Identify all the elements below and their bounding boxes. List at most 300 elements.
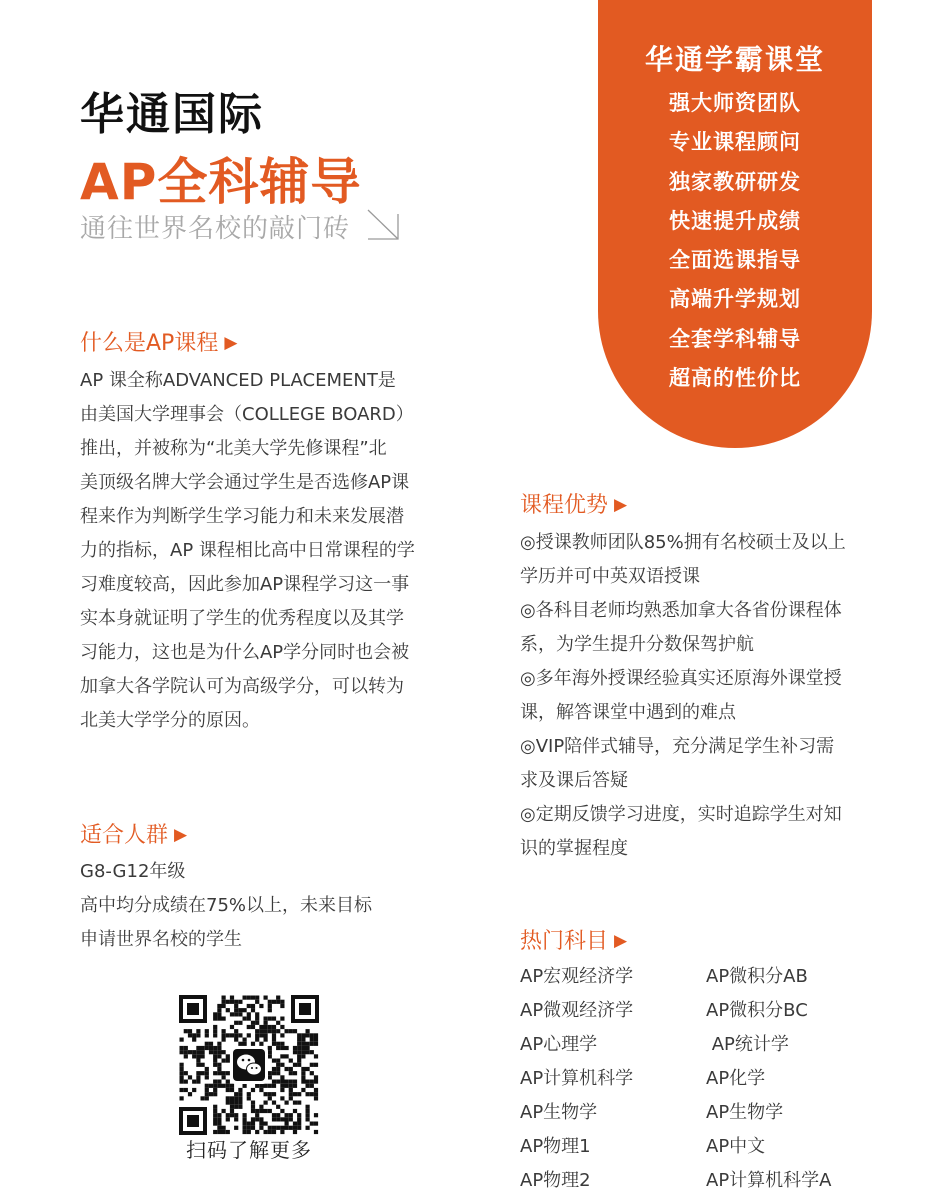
subjects-grid xyxy=(520,960,880,1198)
qr-module xyxy=(289,1113,293,1117)
qr-module xyxy=(238,1008,242,1012)
qr-module xyxy=(285,1126,289,1130)
qr-module xyxy=(222,1059,226,1063)
qr-module xyxy=(297,1054,301,1058)
qr-module xyxy=(217,1126,221,1130)
qr-module xyxy=(230,1105,234,1109)
qr-module xyxy=(213,1122,217,1126)
qr-module xyxy=(293,1122,297,1126)
qr-module xyxy=(205,1088,209,1092)
qr-module xyxy=(264,1025,268,1029)
qr-module xyxy=(297,1122,301,1126)
qr-module xyxy=(264,1084,268,1088)
qr-module xyxy=(280,1126,284,1130)
qr-module xyxy=(255,1017,259,1021)
qr-module xyxy=(230,1000,234,1004)
list-item: ◎VIP陪伴式辅导，充分满足学生补习需 xyxy=(520,736,835,757)
qr-module xyxy=(314,1122,318,1126)
qr-module xyxy=(247,1017,251,1021)
qr-module xyxy=(285,1101,289,1105)
qr-module xyxy=(255,1021,259,1025)
qr-module xyxy=(276,1063,280,1067)
qr-module xyxy=(184,1071,188,1075)
qr-module xyxy=(243,1008,247,1012)
qr-module xyxy=(301,1054,305,1058)
triangle-right-icon: ▶ xyxy=(614,495,628,515)
qr-module xyxy=(255,1109,259,1113)
qr-module xyxy=(259,1088,263,1092)
qr-module xyxy=(251,1021,255,1025)
qr-module xyxy=(213,1017,217,1021)
qr-module xyxy=(243,1117,247,1121)
qr-module xyxy=(306,1092,310,1096)
qr-module xyxy=(222,1017,226,1021)
list-item: 课，解答课堂中遇到的难点 xyxy=(520,702,736,723)
qr-module xyxy=(238,1012,242,1016)
qr-module xyxy=(301,1071,305,1075)
list-item: 学历并可中英双语授课 xyxy=(520,566,700,587)
qr-module xyxy=(310,1033,314,1037)
qr-module xyxy=(276,1059,280,1063)
qr-module xyxy=(289,1029,293,1033)
qr-module xyxy=(209,1046,213,1050)
qr-module xyxy=(293,1046,297,1050)
qr-module xyxy=(306,1050,310,1054)
qr-module xyxy=(297,1101,301,1105)
qr-module xyxy=(180,1067,184,1071)
qr-module xyxy=(238,1101,242,1105)
qr-module xyxy=(272,1017,276,1021)
qr-module xyxy=(310,1092,314,1096)
qr-module xyxy=(301,1075,305,1079)
qr-module xyxy=(251,1126,255,1130)
qr-module xyxy=(268,1092,272,1096)
qr-module xyxy=(285,1054,289,1058)
qr-module xyxy=(268,1075,272,1079)
qr-module xyxy=(238,1105,242,1109)
qr-module xyxy=(276,1000,280,1004)
qr-module xyxy=(222,1004,226,1008)
qr-module xyxy=(226,1000,230,1004)
qr-module xyxy=(314,1063,318,1067)
qr-module xyxy=(276,1117,280,1121)
wechat-icon xyxy=(230,1046,268,1084)
qr-module xyxy=(222,1000,226,1004)
qr-module xyxy=(201,1063,205,1067)
qr-module xyxy=(268,1054,272,1058)
qr-module xyxy=(259,1042,263,1046)
headline: AP全科辅导 xyxy=(80,153,362,211)
body-line: G8-G12年级 xyxy=(80,861,186,882)
list-item: ◎多年海外授课经验真实还原海外课堂授 xyxy=(520,668,842,689)
qr-module xyxy=(222,1109,226,1113)
qr-module xyxy=(184,1088,188,1092)
qr-module xyxy=(247,1004,251,1008)
brand-title: 华通国际 xyxy=(80,89,264,140)
qr-module xyxy=(306,1033,310,1037)
body-line: 由美国大学理事会（COLLEGE BOARD） xyxy=(80,404,414,425)
badge-item: 超高的性价比 xyxy=(669,366,801,391)
qr-module xyxy=(272,1000,276,1004)
qr-module xyxy=(268,1008,272,1012)
qr-module xyxy=(226,1033,230,1037)
qr-module xyxy=(293,1029,297,1033)
qr-module xyxy=(226,1084,230,1088)
qr-module xyxy=(222,1050,226,1054)
qr-module xyxy=(306,1126,310,1130)
qr-module xyxy=(180,1096,184,1100)
qr-module xyxy=(234,1004,238,1008)
body-line: AP 课全称ADVANCED PLACEMENT是 xyxy=(80,370,396,391)
qr-module xyxy=(234,1092,238,1096)
qr-module xyxy=(180,1063,184,1067)
qr-module xyxy=(297,1046,301,1050)
qr-module xyxy=(251,1004,255,1008)
qr-module xyxy=(314,1054,318,1058)
qr-module xyxy=(226,1059,230,1063)
qr-module xyxy=(280,1075,284,1079)
list-item: ◎授课教师团队85%拥有名校硕士及以上 xyxy=(520,532,846,553)
qr-module xyxy=(247,1012,251,1016)
qr-module xyxy=(276,1067,280,1071)
qr-module xyxy=(234,1113,238,1117)
body-line: 加拿大各学院认可为高级学分，可以转为 xyxy=(80,676,404,697)
qr-module xyxy=(247,1096,251,1100)
qr-module xyxy=(243,996,247,1000)
qr-module xyxy=(259,1105,263,1109)
qr-module xyxy=(293,1092,297,1096)
qr-module xyxy=(192,1088,196,1092)
qr-module xyxy=(289,1126,293,1130)
qr-module xyxy=(226,1117,230,1121)
qr-module xyxy=(255,1117,259,1121)
qr-module xyxy=(276,996,280,1000)
qr-module xyxy=(280,1004,284,1008)
qr-module xyxy=(264,1122,268,1126)
qr-module xyxy=(222,1126,226,1130)
qr-module xyxy=(226,1054,230,1058)
qr-module xyxy=(276,1021,280,1025)
qr-module xyxy=(222,1038,226,1042)
qr-module xyxy=(272,1033,276,1037)
qr-module xyxy=(297,1113,301,1117)
qr-module xyxy=(268,1050,272,1054)
qr-module xyxy=(230,1033,234,1037)
qr-module xyxy=(213,1025,217,1029)
qr-module xyxy=(247,996,251,1000)
qr-module xyxy=(259,1004,263,1008)
qr-module xyxy=(272,1042,276,1046)
qr-module xyxy=(264,1109,268,1113)
qr-module xyxy=(285,1117,289,1121)
qr-module xyxy=(201,1071,205,1075)
qr-module xyxy=(213,1012,217,1016)
triangle-right-icon: ▶ xyxy=(224,333,238,353)
qr-module xyxy=(247,1122,251,1126)
qr-module xyxy=(272,1067,276,1071)
qr-module xyxy=(280,1042,284,1046)
body-line: 推出，并被称为“北美大学先修课程”北 xyxy=(80,438,387,459)
qr-module xyxy=(201,1050,205,1054)
qr-module xyxy=(226,1080,230,1084)
qr-module xyxy=(255,1012,259,1016)
qr-module xyxy=(301,1088,305,1092)
qr-module xyxy=(297,1063,301,1067)
qr-module xyxy=(285,1122,289,1126)
qr-module xyxy=(226,1008,230,1012)
qr-module xyxy=(289,1080,293,1084)
subjects-heading xyxy=(520,924,627,955)
qr-module xyxy=(280,1033,284,1037)
qr-module xyxy=(268,1046,272,1050)
qr-module xyxy=(217,1080,221,1084)
qr-module xyxy=(301,1050,305,1054)
qr-module xyxy=(205,1084,209,1088)
list-item: ◎各科目老师均熟悉加拿大各省份课程体 xyxy=(520,600,842,621)
qr-module xyxy=(201,1054,205,1058)
qr-module xyxy=(251,1025,255,1029)
qr-module xyxy=(234,1038,238,1042)
qr-module xyxy=(306,1080,310,1084)
qr-module xyxy=(234,1012,238,1016)
subject-item: AP计算机科学A xyxy=(706,1170,832,1191)
qr-module xyxy=(310,1084,314,1088)
qr-module xyxy=(268,1017,272,1021)
qr-module xyxy=(205,1029,209,1033)
qr-module xyxy=(306,1046,310,1050)
qr-module xyxy=(234,1096,238,1100)
qr-module xyxy=(268,1025,272,1029)
qr-module xyxy=(238,1000,242,1004)
qr-module xyxy=(251,1122,255,1126)
qr-module xyxy=(184,1080,188,1084)
qr-module xyxy=(251,1042,255,1046)
qr-module xyxy=(201,1096,205,1100)
qr-module xyxy=(213,1050,217,1054)
qr-module xyxy=(264,1101,268,1105)
qr-module xyxy=(268,1109,272,1113)
badge-item: 全面选课指导 xyxy=(669,248,801,273)
qr-module xyxy=(293,1071,297,1075)
qr-module xyxy=(289,1067,293,1071)
qr-module xyxy=(180,1050,184,1054)
qr-module xyxy=(276,1126,280,1130)
qr-module xyxy=(289,1096,293,1100)
body-line: 力的指标，AP 课程相比高中日常课程的学 xyxy=(80,540,415,561)
qr-module xyxy=(234,1000,238,1004)
qr-module xyxy=(213,1059,217,1063)
qr-module xyxy=(209,1050,213,1054)
qr-module xyxy=(243,1126,247,1130)
qr-module xyxy=(222,1075,226,1079)
qr-module xyxy=(205,1096,209,1100)
qr-module xyxy=(297,1038,301,1042)
subject-item: AP统计学 xyxy=(706,1034,789,1055)
qr-module xyxy=(247,1025,251,1029)
advantages-heading xyxy=(520,488,627,519)
qr-module xyxy=(259,1033,263,1037)
qr-module xyxy=(251,1117,255,1121)
qr-module xyxy=(217,1113,221,1117)
qr-module xyxy=(264,1021,268,1025)
qr-module xyxy=(314,1088,318,1092)
qr-module xyxy=(217,1008,221,1012)
qr-module xyxy=(264,1038,268,1042)
qr-module xyxy=(272,1059,276,1063)
qr-module xyxy=(180,1088,184,1092)
qr-module xyxy=(272,1029,276,1033)
qr-module xyxy=(247,1126,251,1130)
qr-module xyxy=(306,1042,310,1046)
qr-module xyxy=(230,1096,234,1100)
feature-badge xyxy=(598,0,872,448)
qr-module xyxy=(247,1033,251,1037)
qr-module xyxy=(297,1092,301,1096)
qr-module xyxy=(213,1088,217,1092)
qr-module xyxy=(272,1071,276,1075)
list-item: 系，为学生提升分数保驾护航 xyxy=(520,634,754,655)
qr-code[interactable] xyxy=(178,994,320,1136)
qr-module xyxy=(192,1080,196,1084)
qr-module xyxy=(230,1101,234,1105)
qr-module xyxy=(255,1113,259,1117)
qr-module xyxy=(217,1122,221,1126)
qr-module xyxy=(314,1042,318,1046)
qr-module xyxy=(217,1071,221,1075)
qr-module xyxy=(213,1033,217,1037)
qr-module xyxy=(255,1033,259,1037)
advantages-list xyxy=(520,526,880,866)
qr-module xyxy=(268,1000,272,1004)
qr-module xyxy=(230,996,234,1000)
qr-module xyxy=(297,1042,301,1046)
arrow-down-right-icon xyxy=(364,206,404,244)
qr-module xyxy=(259,1117,263,1121)
qr-module xyxy=(251,1008,255,1012)
body-line: 高中均分成绩在75%以上，未来目标 xyxy=(80,895,373,916)
qr-module xyxy=(234,1105,238,1109)
qr-module xyxy=(310,1071,314,1075)
qr-module xyxy=(293,1109,297,1113)
qr-module xyxy=(217,1054,221,1058)
qr-module xyxy=(255,1084,259,1088)
qr-module xyxy=(222,1084,226,1088)
qr-module xyxy=(289,1059,293,1063)
qr-module xyxy=(310,1050,314,1054)
qr-module xyxy=(230,1088,234,1092)
subject-item: AP宏观经济学 xyxy=(520,966,634,987)
qr-module xyxy=(306,1113,310,1117)
qr-module xyxy=(314,1038,318,1042)
qr-module xyxy=(280,1117,284,1121)
qr-module xyxy=(234,1033,238,1037)
qr-module xyxy=(238,1033,242,1037)
qr-module xyxy=(213,1105,217,1109)
qr-module xyxy=(310,1042,314,1046)
qr-module xyxy=(268,1096,272,1100)
qr-module xyxy=(314,1113,318,1117)
badge-list xyxy=(598,84,872,398)
qr-module xyxy=(217,1050,221,1054)
what-is-ap-body xyxy=(80,364,440,738)
qr-module xyxy=(314,1096,318,1100)
qr-module xyxy=(230,1025,234,1029)
qr-module xyxy=(306,1109,310,1113)
qr-module xyxy=(264,1017,268,1021)
qr-module xyxy=(192,1033,196,1037)
qr-module xyxy=(310,1038,314,1042)
qr-module xyxy=(243,1084,247,1088)
qr-module xyxy=(259,1029,263,1033)
qr-module xyxy=(234,1021,238,1025)
subject-item: AP化学 xyxy=(706,1068,766,1089)
qr-module xyxy=(264,1092,268,1096)
qr-module xyxy=(276,1113,280,1117)
qr-module xyxy=(310,1063,314,1067)
qr-module xyxy=(272,1113,276,1117)
qr-module xyxy=(180,1038,184,1042)
qr-module xyxy=(234,1117,238,1121)
qr-module xyxy=(238,1088,242,1092)
qr-module xyxy=(196,1054,200,1058)
qr-module xyxy=(180,1071,184,1075)
qr-module xyxy=(272,1101,276,1105)
qr-module xyxy=(226,1096,230,1100)
qr-module xyxy=(280,1084,284,1088)
qr-module xyxy=(188,1029,192,1033)
qr-module xyxy=(255,1038,259,1042)
qr-module xyxy=(205,1042,209,1046)
qr-module xyxy=(247,1092,251,1096)
qr-module xyxy=(255,996,259,1000)
qr-module xyxy=(238,1092,242,1096)
qr-module xyxy=(205,1067,209,1071)
qr-module xyxy=(188,1050,192,1054)
qr-module xyxy=(259,1126,263,1130)
qr-module xyxy=(264,1033,268,1037)
qr-module xyxy=(213,1092,217,1096)
qr-module xyxy=(217,1117,221,1121)
qr-module xyxy=(192,1038,196,1042)
qr-module xyxy=(213,1109,217,1113)
qr-module xyxy=(217,1063,221,1067)
qr-module xyxy=(272,1038,276,1042)
qr-module xyxy=(301,1046,305,1050)
qr-module xyxy=(259,1084,263,1088)
body-line: 申请世界名校的学生 xyxy=(80,929,242,950)
audience-heading xyxy=(80,818,187,849)
subject-item: AP中文 xyxy=(706,1136,766,1157)
qr-module xyxy=(280,1000,284,1004)
tagline: 通往世界名校的敲门砖 xyxy=(80,214,351,244)
what-is-ap-title: 什么是AP课程 xyxy=(80,331,219,356)
subject-item: AP微积分BC xyxy=(706,1000,808,1021)
qr-module xyxy=(222,996,226,1000)
qr-module xyxy=(243,1038,247,1042)
qr-module xyxy=(280,1096,284,1100)
qr-module xyxy=(196,1059,200,1063)
qr-module xyxy=(272,1117,276,1121)
qr-module xyxy=(280,1046,284,1050)
qr-module xyxy=(192,1050,196,1054)
triangle-right-icon: ▶ xyxy=(174,825,188,845)
qr-module xyxy=(205,1033,209,1037)
qr-module xyxy=(285,1113,289,1117)
qr-module xyxy=(196,1029,200,1033)
qr-module xyxy=(280,1109,284,1113)
badge-item: 专业课程顾问 xyxy=(669,130,801,155)
qr-module xyxy=(188,1033,192,1037)
